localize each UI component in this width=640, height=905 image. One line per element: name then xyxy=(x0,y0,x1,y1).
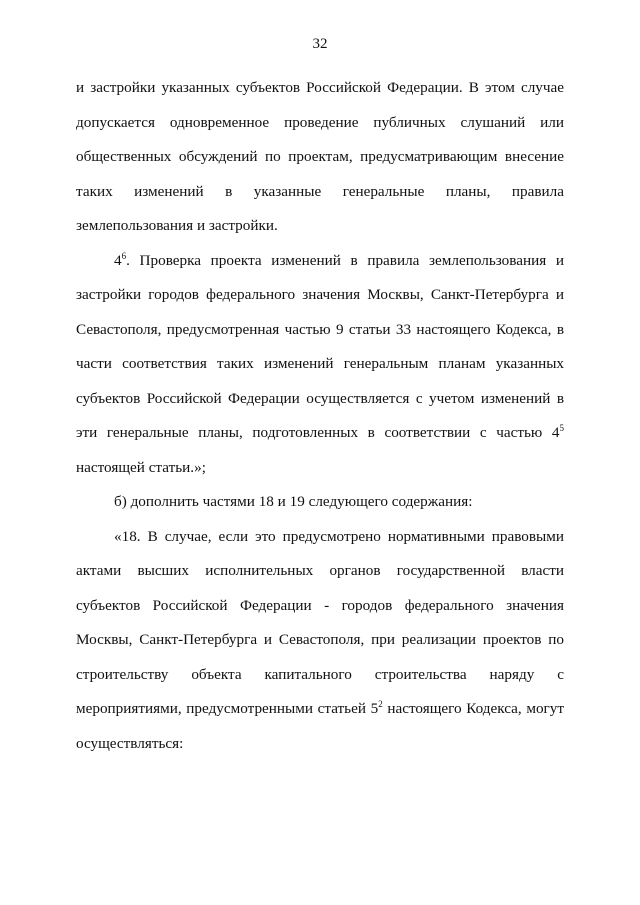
paragraph-text: «18. В случае, если это предусмотрено нормативными правовыми актами высших исполнительных органов государственной власти субъектов Российской Федерации - городов федерального значения Москвы, Санкт-Петербурга и Севастополя, при реализации проектов по строительству объекта капитального строительства наряду с мероприятиями, предусмотренными статьей 5 xyxy=(76,527,564,717)
superscript: 6 xyxy=(121,250,127,261)
paragraph-text: б) дополнить частями 18 и 19 следующего содержания: xyxy=(114,493,473,510)
paragraph-1 xyxy=(76,71,564,244)
paragraph-4 xyxy=(76,520,564,762)
paragraph-text: настоящей статьи.»; xyxy=(76,458,206,476)
superscript: 5 xyxy=(559,423,564,433)
paragraph-2 xyxy=(76,244,564,486)
page-number: 32 xyxy=(312,36,328,52)
document-body xyxy=(76,71,564,761)
paragraph-text: и застройки указанных субъектов Российской Федерации. В этом случае допускается одновременное проведение публичных слушаний или общественных обсуждений по проектам, предусматривающим внесение таких изменений в указанные генеральные планы, правила землепользования и застройки. xyxy=(76,79,564,234)
paragraph-3 xyxy=(76,485,564,520)
paragraph-text: настоящего Кодекса, могут осуществляться: xyxy=(76,700,564,752)
superscript: 2 xyxy=(378,699,383,709)
paragraph-text: . Проверка проекта изменений в правила землепользования и застройки городов федерального значения Москвы, Санкт-Петербурга и Севастополя, предусмотренная частью 9 статьи 33 настоящего Кодекса, в части соответствия таких изменений генеральным планам указанных субъектов Российской Федерации осуществляется с учетом изменений в эти генеральные планы, подготовленных в соответствии с частью 4 xyxy=(76,251,564,441)
paragraph-text: 4 xyxy=(114,251,122,269)
